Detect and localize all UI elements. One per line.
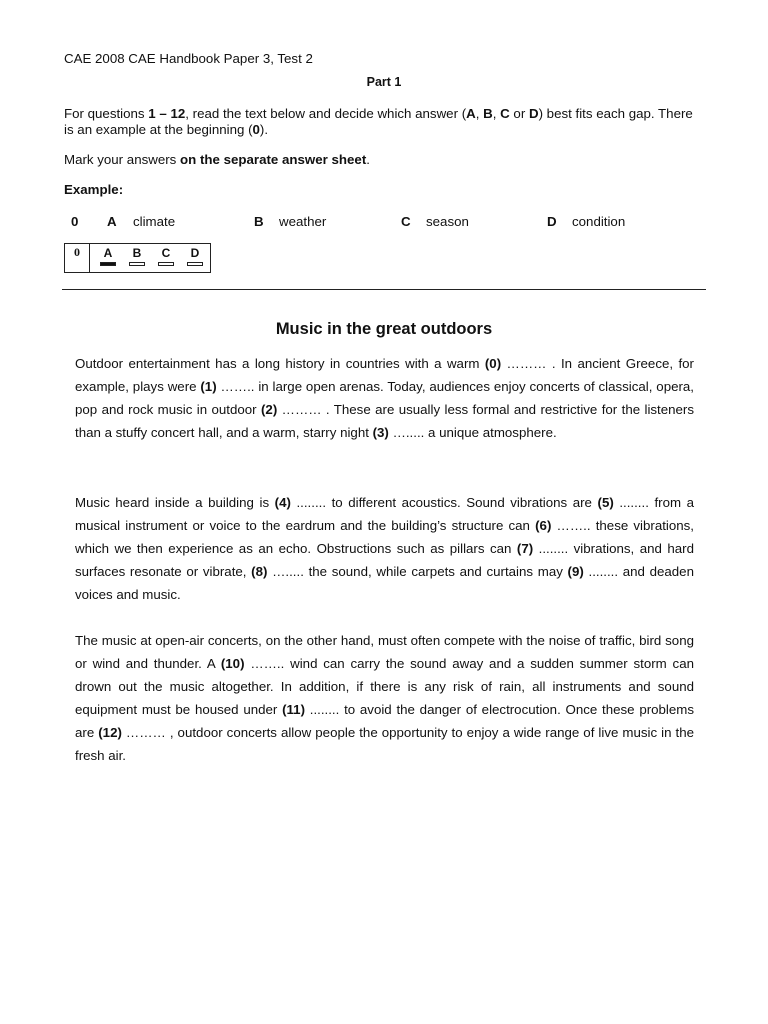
answer-cell-letter: B [132, 246, 142, 260]
option-word-c: season [426, 214, 469, 229]
option-letter-a: A [107, 214, 117, 229]
answer-mark-filled [100, 262, 116, 266]
answer-mark-empty [187, 262, 203, 266]
example-answer-sheet [64, 243, 211, 273]
option-letter-c: C [401, 214, 411, 229]
example-number: 0 [71, 214, 79, 229]
answer-cell-letter: C [161, 246, 171, 260]
example-label: Example: [64, 182, 124, 197]
article-title: Music in the great outdoors [275, 320, 493, 338]
document-header: CAE 2008 CAE Handbook Paper 3, Test 2 [64, 51, 313, 66]
answer-sheet-number: 0 [65, 244, 90, 272]
answer-mark-empty [129, 262, 145, 266]
answer-cell-letter: A [103, 246, 113, 260]
answer-cell-a [99, 246, 117, 266]
article-paragraph-3: The music at open-air concerts, on the other hand, must often compete with the noise of traffic, bird song or wind and thunder. A (10) …….. wind can carry the sound away and a sudden summer storm can drown out the music altogether. In addition, if there is any risk of rain, all instruments and sound equipment must be housed under (11) ........ to avoid the danger of electrocution. Once these problems are (12) ……… , outdoor concerts allow people the opportunity to enjoy a wide range of live music in the fresh air. [75, 633, 695, 763]
option-word-a: climate [133, 214, 176, 229]
answer-cell-letter: D [190, 246, 200, 260]
mark-instruction: Mark your answers on the separate answer sheet. [64, 152, 370, 167]
option-word-d: condition [572, 214, 626, 229]
answer-cell-d [186, 246, 204, 266]
answer-mark-empty [158, 262, 174, 266]
answer-cell-c [157, 246, 175, 266]
article-paragraph-2: Music heard inside a building is (4) ........ to different acoustics. Sound vibrations are (5) ........ from a musical instrument or voice to the eardrum and the building’s structure can (6) …….. these vibrations, which we then experience as an echo. Obstructions such as pillars can (7) ........ vibrations, and hard surfaces resonate or vibrate, (8) …..... the sound, while carpets and curtains may (9) ........ and deaden voices and music. [75, 495, 694, 602]
divider-line [62, 289, 706, 290]
option-letter-d: D [547, 214, 557, 229]
option-word-b: weather [279, 214, 327, 229]
article-paragraph-1: Outdoor entertainment has a long history in countries with a warm (0) ……… . In ancient Greece, for example, plays were (1) …….. in large open arenas. Today, audiences enjoy concerts of classical, opera, pop and rock music in outdoor (2) ……… . These are usually less formal and restrictive for the listeners than a stuffy concert hall, and a warm, starry night (3) …..... a unique atmosphere. [75, 356, 695, 440]
option-letter-b: B [254, 214, 264, 229]
part-heading: Part 1 [366, 75, 402, 89]
answer-cell-b [128, 246, 146, 266]
instructions: For questions 1 – 12, read the text below and decide which answer (A, B, C or D) best fits each gap. There is an example at the beginning (0). [64, 106, 693, 137]
